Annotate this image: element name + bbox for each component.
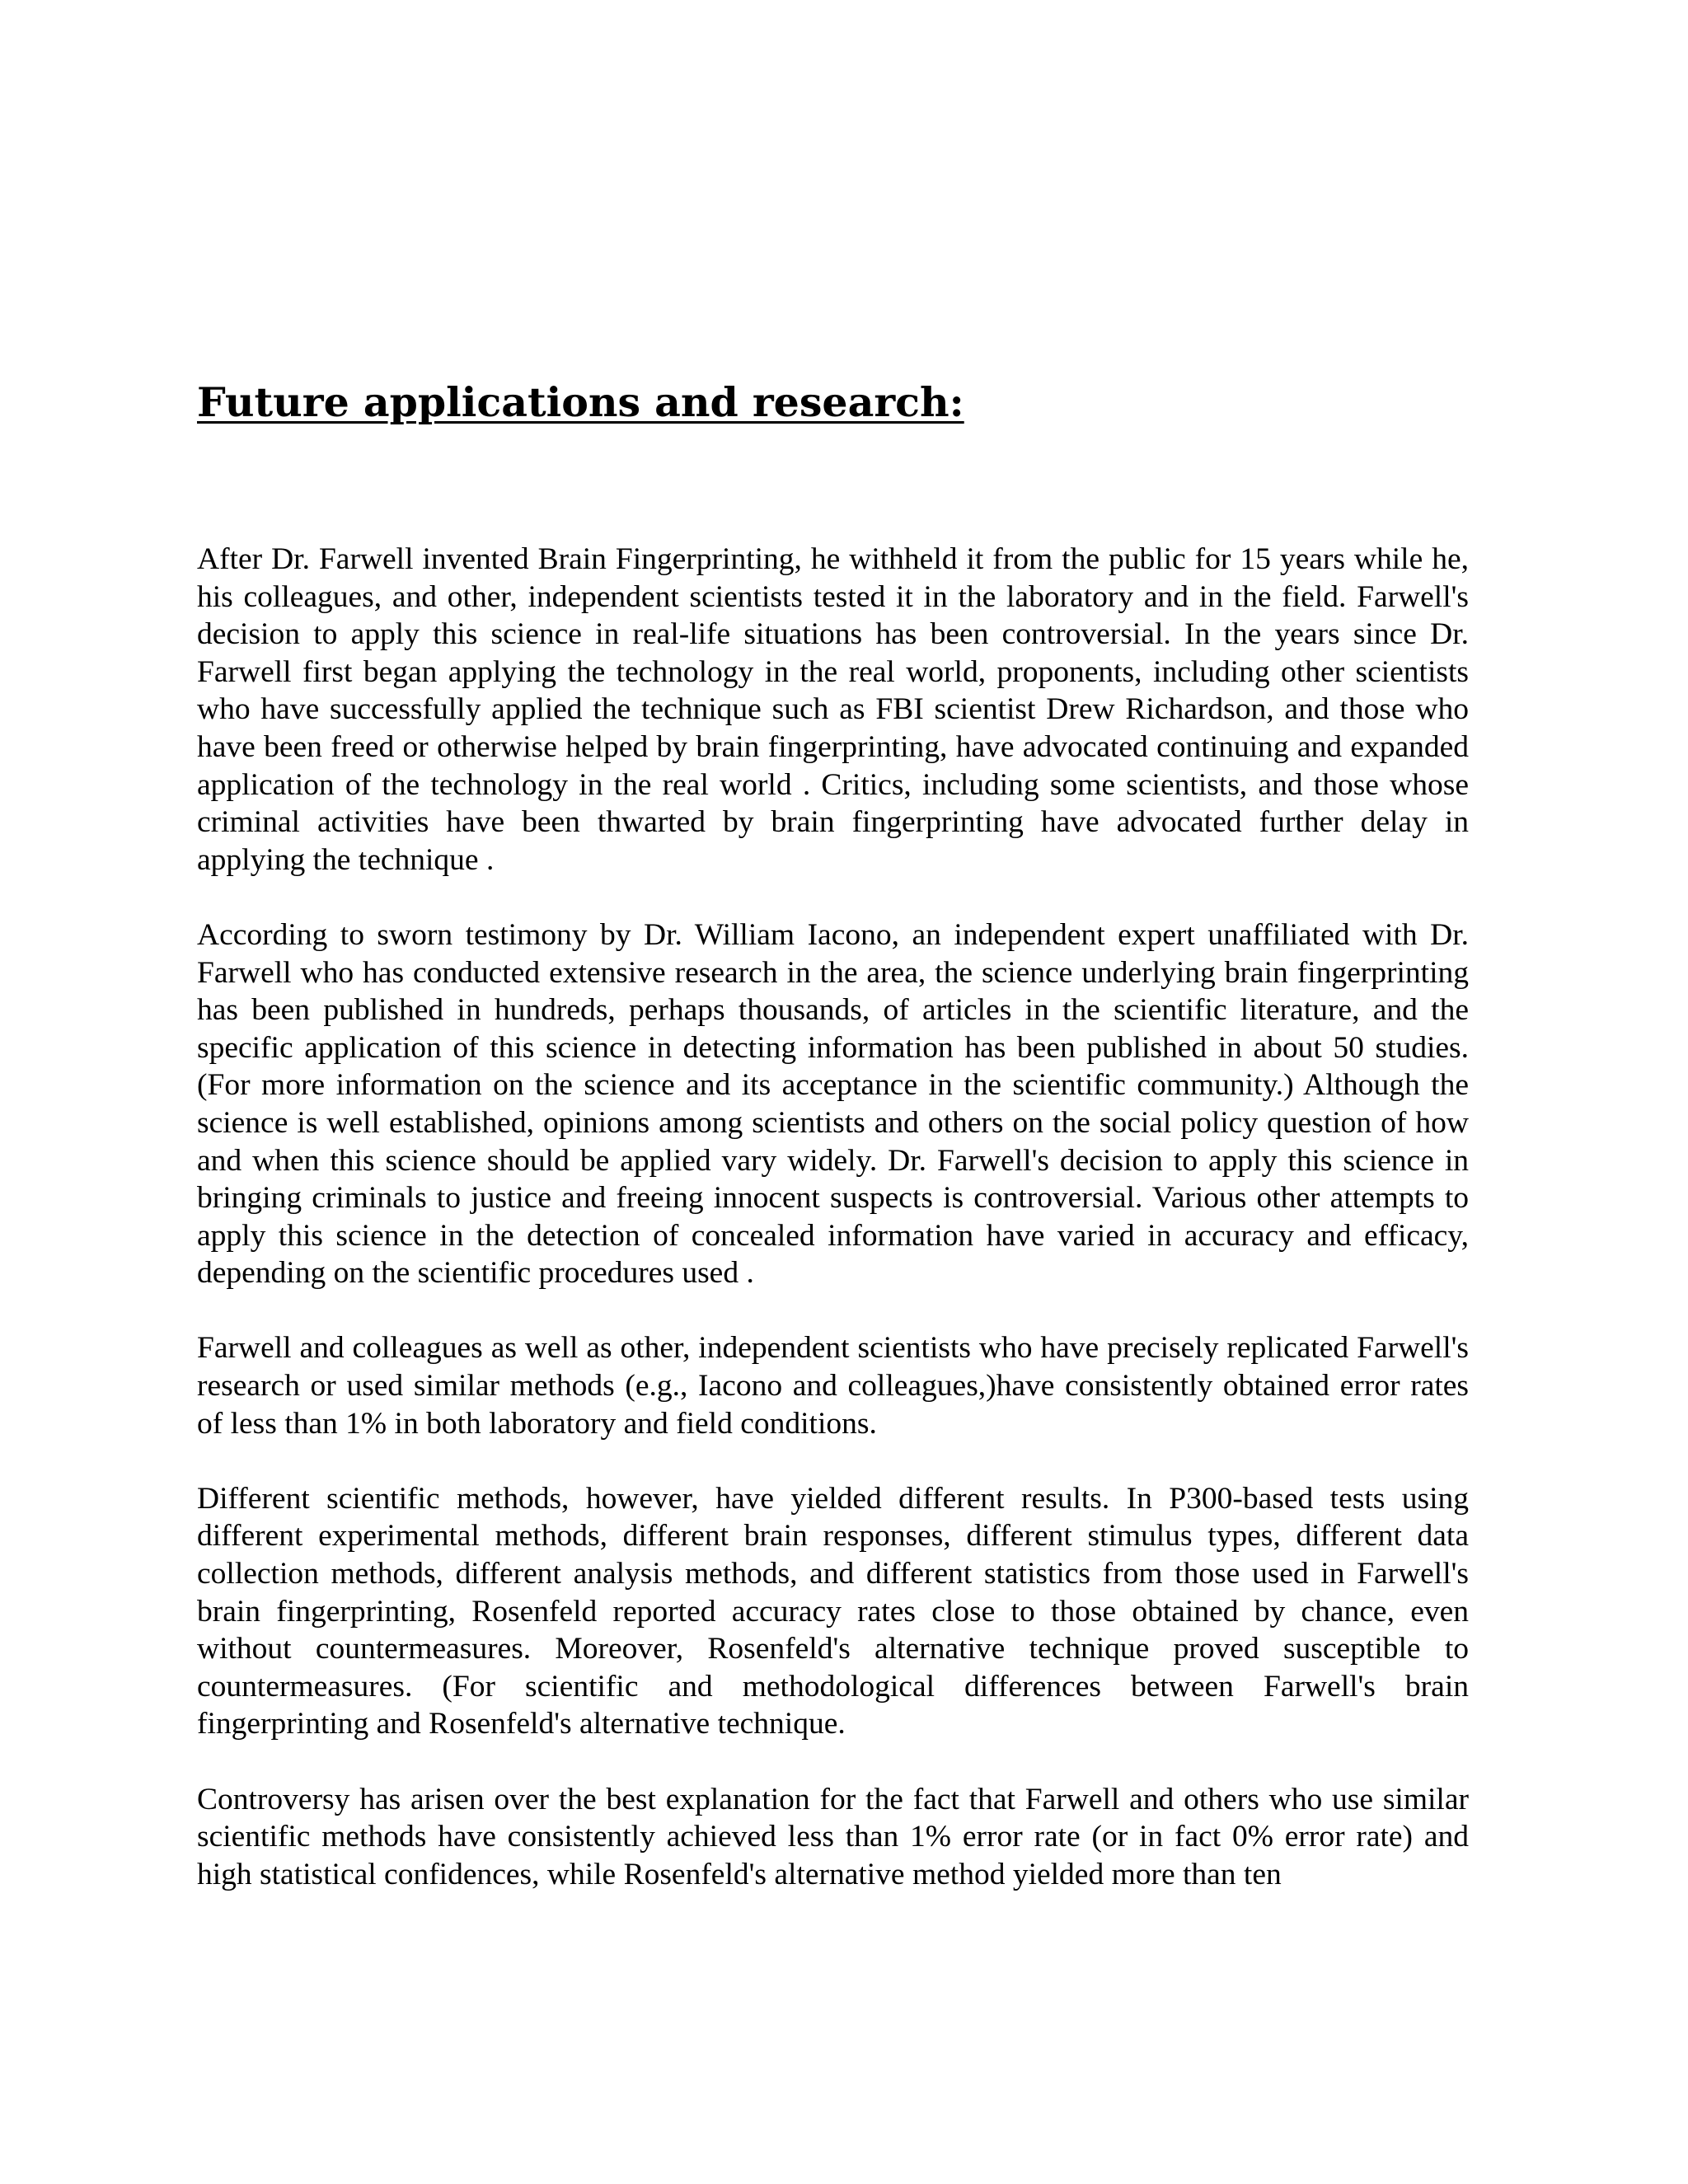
section-heading: Future applications and research: xyxy=(197,378,964,426)
paragraph-4: Different scientific methods, however, have yielded different results. In P300-based tests using different experimental methods, different brain responses, different stimulus types, different data collection methods, different analysis methods, and different statistics from those used in Farwell's brain fingerprinting, Rosenfeld reported accuracy rates close to those obtained by chance, even without countermeasures. Moreover, Rosenfeld's alternative technique proved susceptible to countermeasures. (For scientific and methodological differences between Farwell's brain fingerprinting and Rosenfeld's alternative technique. xyxy=(197,1481,1469,1741)
paragraph-5: Controversy has arisen over the best explanation for the fact that Farwell and others who use similar scientific methods have consistently achieved less than 1% error rate (or in fact 0% error rate) and high statistical confidences, while Rosenfeld's alternative method yielded more than ten xyxy=(197,1782,1469,1891)
paragraph-3: Farwell and colleagues as well as other, independent scientists who have precisely replicated Farwell's research or used similar methods (e.g., Iacono and colleagues,)have consistently obtained error rates of less than 1% in both laboratory and field conditions. xyxy=(197,1331,1469,1441)
paragraph-1: After Dr. Farwell invented Brain Fingerprinting, he withheld it from the public for 15 years while he, his colleagues, and other, independent scientists tested it in the laboratory and in the field. Farwell's decision to apply this science in real-life situations has been controversial. In the years since Dr. Farwell first began applying the technology in the real world, proponents, including other scientists who have successfully applied the technique such as FBI scientist Drew Richardson, and those who have been freed or otherwise helped by brain fingerprinting, have advocated continuing and expanded application of the technology in the real world . Critics, including some scientists, and those whose criminal activities have been thwarted by brain fingerprinting have advocated further delay in applying the technique . xyxy=(197,542,1469,877)
paragraph-2: According to sworn testimony by Dr. William Iacono, an independent expert unaffiliated with Dr. Farwell who has conducted extensive research in the area, the science underlying brain fingerprinting has been published in hundreds, perhaps thousands, of articles in the scientific literature, and the specific application of this science in detecting information has been published in about 50 studies. (For more information on the science and its acceptance in the scientific community.) Although the science is well established, opinions among scientists and others on the social policy question of how and when this science should be applied vary widely. Dr. Farwell's decision to apply this science in bringing criminals to justice and freeing innocent suspects is controversial. Various other attempts to apply this science in the detection of concealed information have varied in accuracy and efficacy, depending on the scientific procedures used . xyxy=(197,917,1469,1291)
document-body xyxy=(197,541,1469,1893)
